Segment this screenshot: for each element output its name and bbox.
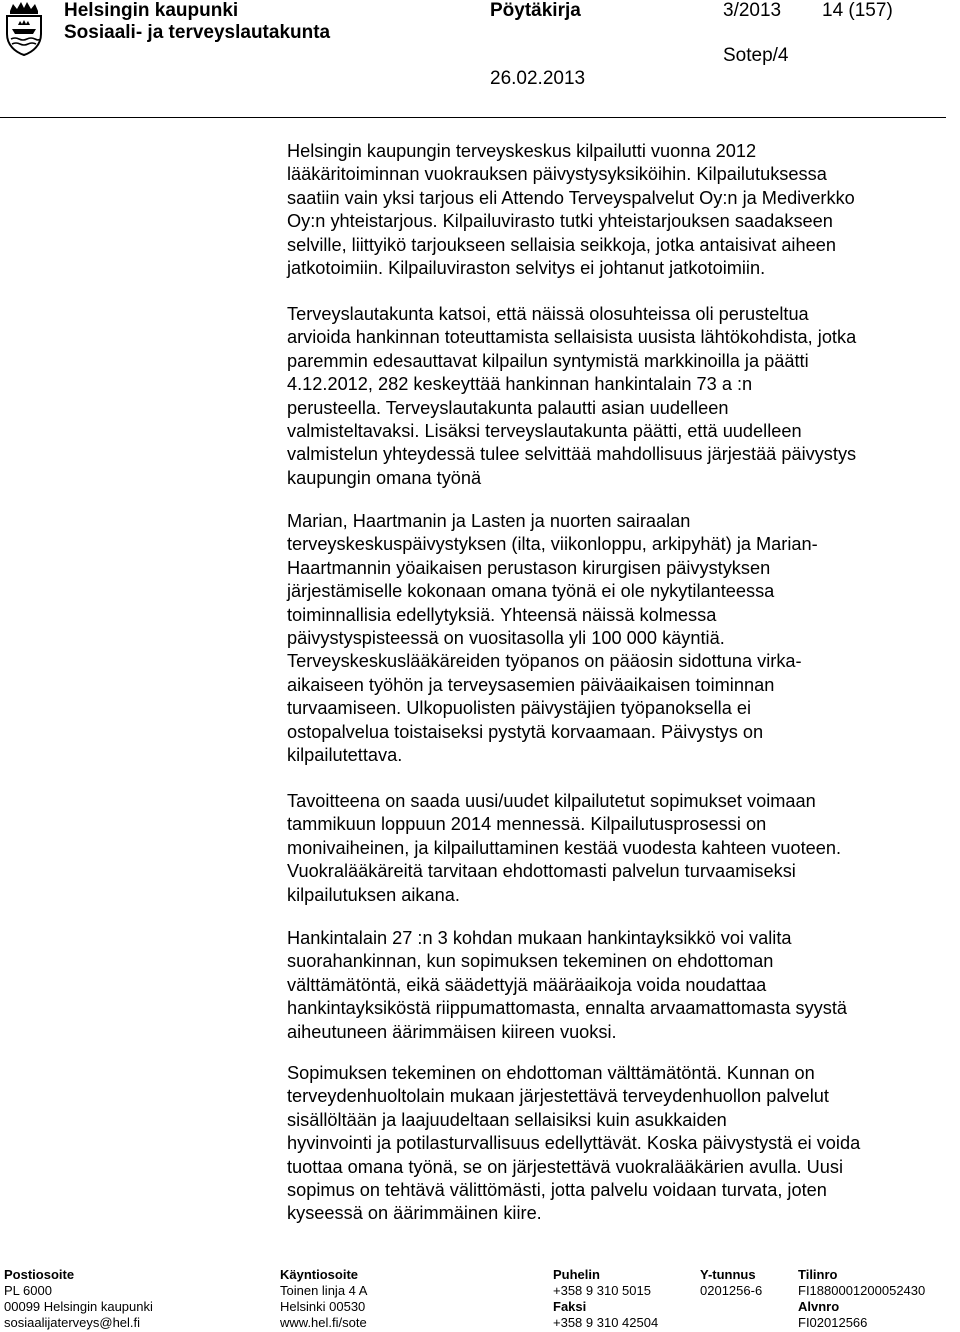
footer-business-id: 0201256-6 — [700, 1283, 763, 1298]
text-line: kaupungin omana työnä — [287, 467, 482, 488]
page-number: 14 (157) — [822, 0, 893, 21]
paragraph-6 — [287, 1062, 937, 1226]
paragraph-3 — [287, 510, 937, 767]
header-divider — [0, 117, 946, 118]
city-name: Helsingin kaupunki — [64, 0, 239, 21]
text-line: Marian, Haartmanin ja Lasten ja nuorten sairaalan — [287, 511, 691, 531]
document-type: Pöytäkirja — [490, 0, 581, 21]
text-line: suorahankinnan, kun sopimuksen tekeminen on ehdottoman — [287, 951, 774, 972]
text-line: monivaiheinen, ja kilpailuttaminen kestää vuodesta kahteen vuoteen. — [287, 837, 842, 858]
text-line: Helsingin kaupungin terveyskeskus kilpailutti vuonna 2012 — [287, 141, 757, 161]
text-line: 4.12.2012, 282 keskeyttää hankinnan hankintalain 73 a :n — [287, 374, 753, 395]
board-name: Sosiaali- ja terveyslautakunta — [64, 22, 331, 43]
footer-email: sosiaalijaterveys@hel.fi — [4, 1315, 141, 1330]
footer-postal-city: 00099 Helsingin kaupunki — [4, 1299, 153, 1314]
text-line: paremmin edesauttavat kilpailun syntymistä markkinoilla ja päätti — [287, 350, 809, 371]
footer-account-label: Tilinro — [798, 1267, 838, 1282]
footer-visit-street: Toinen linja 4 A — [280, 1283, 368, 1298]
text-line: saatiin vain yksi tarjous eli Attendo Terveyspalvelut Oy:n ja Mediverkko — [287, 187, 855, 208]
text-line: aiheutuneen äärimmäisen kiireen vuoksi. — [287, 1021, 617, 1042]
text-line: toiminnallisia edellytyksiä. Yhteensä näissä kolmessa — [287, 604, 717, 625]
text-line: Sopimuksen tekeminen on ehdottoman välttämätöntä. Kunnan on — [287, 1063, 815, 1083]
footer-business-id-label: Y-tunnus — [700, 1267, 756, 1282]
meeting-date: 26.02.2013 — [490, 68, 586, 89]
text-line: aikaiseen työhön ja terveysasemien päiväaikaisen toiminnan — [287, 674, 775, 695]
text-line: sopimus on tehtävä välittömästi, jotta palvelu voidaan turvata, joten — [287, 1180, 827, 1201]
text-line: selville, liittyikö tarjoukseen sellaisia seikkoja, jotka antaisivat aiheen — [287, 234, 836, 255]
text-line: turvaamiseen. Ulkopuolisten päivystäjien työpanoksella ei — [287, 698, 752, 719]
footer-phone: +358 9 310 5015 — [553, 1283, 651, 1298]
text-line: hyvinvointi ja potilasturvallisuus edellyttävät. Koska päivystystä ei voida — [287, 1133, 861, 1154]
text-line: Terveyslautakunta katsoi, että näissä olosuhteissa oli perusteltua — [287, 304, 809, 324]
footer-phone-label: Puhelin — [553, 1267, 600, 1282]
text-line: hankintayksiköstä riippumattomasta, ennalta arvaamattomasta syystä — [287, 998, 848, 1019]
text-line: päivystyspisteessä on vuositasolla yli 100 000 käyntiä. — [287, 628, 725, 649]
text-line: kyseessä on äärimmäinen kiire. — [287, 1203, 542, 1224]
text-line: Terveyskeskuslääkäreiden työpanos on pääosin sidottuna virka- — [287, 651, 802, 672]
footer-visit-label: Käyntiosoite — [280, 1267, 359, 1282]
text-line: Haartmannin yöaikaisen perustason kirurgisen päivystyksen — [287, 557, 771, 578]
footer-website: www.hel.fi/sote — [280, 1315, 367, 1330]
text-line: järjestämiselle kokonaan omana työnä ei ole nykytilanteessa — [287, 581, 775, 602]
text-line: Hankintalain 27 :n 3 kohdan mukaan hankintayksikkö voi valita — [287, 928, 792, 948]
paragraph-2 — [287, 303, 937, 490]
text-line: terveyskeskuspäivystyksen (ilta, viikonloppu, arkipyhät) ja Marian- — [287, 534, 818, 555]
text-line: kilpailutettava. — [287, 745, 403, 766]
paragraph-1 — [287, 140, 937, 280]
text-line: valmisteltavaksi. Lisäksi terveyslautakunta päätti, että uudelleen — [287, 421, 802, 442]
text-line: lääkäritoiminnan vuokrauksen päivystysyksiköihin. Kilpailutuksessa — [287, 164, 827, 185]
text-line: tuottaa omana työnä, se on järjestettävä vuokralääkärien avulla. Uusi — [287, 1156, 844, 1177]
footer-visit-city: Helsinki 00530 — [280, 1299, 366, 1314]
text-line: ostopalvelua toistaiseksi pystytä korvaamaan. Päivystys on — [287, 721, 764, 742]
footer-fax-label: Faksi — [553, 1299, 587, 1314]
text-line: Oy:n yhteistarjous. Kilpailuvirasto tutki yhteistarjouksen saadakseen — [287, 211, 833, 232]
footer-vat-label: Alvnro — [798, 1299, 840, 1314]
text-line: valmistelun yhteydessä tulee selvittää mahdollisuus järjestää päivystys — [287, 444, 857, 465]
text-line: perusteella. Terveyslautakunta palautti asian uudelleen — [287, 397, 729, 418]
text-line: Tavoitteena on saada uusi/uudet kilpailutetut sopimukset voimaan — [287, 791, 816, 811]
document-number: 3/2013 — [723, 0, 782, 21]
text-line: terveydenhuoltolain mukaan järjestettävä terveydenhuollon palvelut — [287, 1086, 829, 1107]
section-code: Sotep/4 — [723, 45, 789, 66]
text-line: kilpailutuksen aikana. — [287, 884, 460, 905]
text-line: arvioida hankinnan toteuttamista sellaisista uusista lähtökohdista, jotka — [287, 327, 857, 348]
helsinki-coat-of-arms-logo — [2, 1, 46, 56]
footer-account: FI1880001200052430 — [798, 1283, 926, 1298]
footer-fax: +358 9 310 42504 — [553, 1315, 659, 1330]
text-line: Vuokralääkäreitä tarvitaan ehdottomasti palvelun turvaamiseksi — [287, 861, 796, 882]
text-line: tammikuun loppuun 2014 mennessä. Kilpailutusprosessi on — [287, 814, 767, 835]
footer-postal-label: Postiosoite — [4, 1267, 75, 1282]
paragraph-5 — [287, 927, 937, 1044]
text-line: sisällöltään ja laajuudeltaan sellaisiksi kuin asukkaiden — [287, 1109, 727, 1130]
text-line: jatkotoimiin. Kilpailuviraston selvitys ei johtanut jatkotoimiin. — [287, 258, 766, 279]
footer-vat: FI02012566 — [798, 1315, 868, 1330]
text-line: välttämätöntä, eikä säädettyjä määräaikoja voida noudattaa — [287, 974, 767, 995]
footer-postal-box: PL 6000 — [4, 1283, 52, 1298]
paragraph-4 — [287, 790, 937, 907]
